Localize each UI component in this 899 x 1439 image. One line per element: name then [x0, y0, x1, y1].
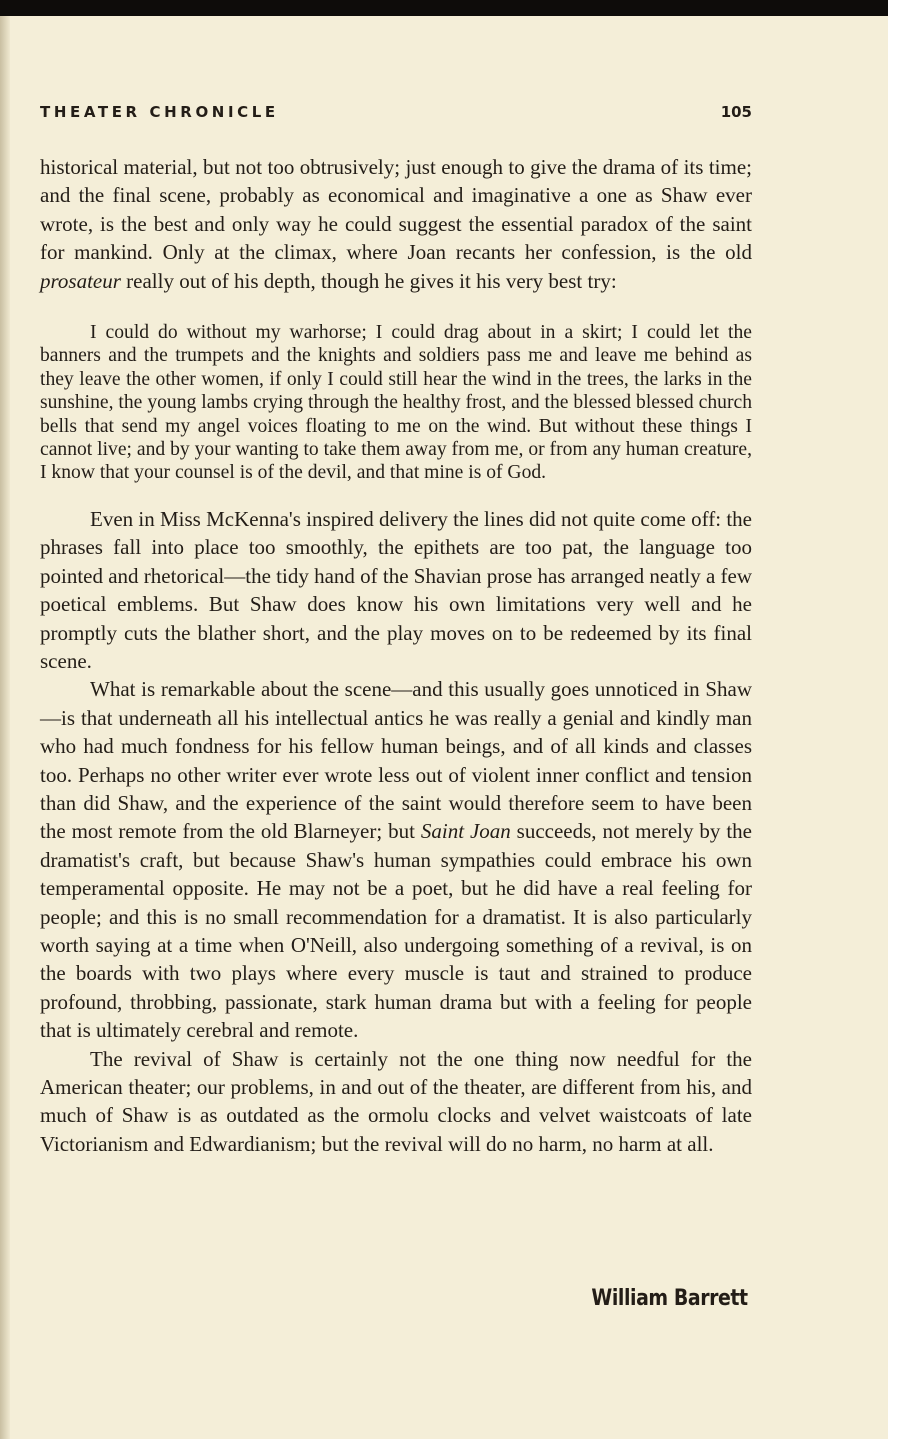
page-number: 105	[720, 103, 752, 121]
paragraph-3-text-b: succeeds, not merely by the dramatist's craft, but because Shaw's human sympathies could embrace his own temperamental opposite. He may not be a poet, but he did have a real feeling for people; and this is no small recommendation for a dramatist. It is also particularly worth saying at a time when O'Neill, also undergoing something of a revival, is on the boards with two plays where every muscle is taut and strained to produce profound, throbbing, passionate, stark human drama but with a feeling for people that is ultimately cerebral and remote.	[40, 819, 752, 1043]
paragraph-2: Even in Miss McKenna's inspired delivery the lines did not quite come off: the phrases fall into place too smoothly, the epithets are too pat, the language too pointed and rhetorical—the tidy hand of the Shavian prose has arranged neatly a few poetical emblems. But Shaw does know his own limitations very well and he promptly cuts the blather short, and the play moves on to be redeemed by its final scene.	[40, 506, 753, 673]
paragraph-3-text-a: What is remarkable about the scene—and this usually goes unnoticed in Shaw—is that underneath all his intellectual antics he was really a genial and kindly man who had much fondness for his fellow human beings, and of all kinds and classes too. Perhaps no other writer ever wrote less out of violent inner conflict and tension than did Shaw, and the experience of the saint would therefore seem to have been the most remote from the old Blarneyer; but	[40, 677, 752, 844]
paragraph-1-text-a: historical material, but not too obtrusively; just enough to give the drama of its time; and the final scene, probably as economical and imaginative a one as Shaw ever wrote, is the best and only way he could suggest the essential paradox of the saint for mankind. Only at the climax, where Joan recants her confession, is the old	[40, 155, 752, 265]
italic-saint-joan: Saint Joan	[420, 819, 511, 844]
paragraph-3	[40, 675, 752, 1044]
block-quote: I could do without my warhorse; I could drag about in a skirt; I could let the banners and the trumpets and the knights and soldiers pass me and leave me behind as they leave the other women, if only I could still hear the wind in the trees, the larks in the sunshine, the young lambs crying through the healthy frost, and the blessed blessed church bells that send my angel voices floating to me on the wind. But without these things I cannot live; and by your wanting to take them away from me, or from any human creature, I know that your counsel is of the devil, and that mine is of God.	[40, 322, 752, 484]
running-title: THEATER CHRONICLE	[40, 103, 279, 121]
paragraph-1-text-b: really out of his depth, though he gives it his very best try:	[120, 268, 617, 293]
paragraph-1	[40, 153, 752, 295]
page-gutter-shadow	[0, 16, 10, 1439]
paragraph-4: The revival of Shaw is certainly not the one thing now needful for the American theater; our problems, in and out of the theater, are different from his, and much of Shaw is as outdated as the ormolu clocks and velvet waistcoats of late Victorianism and Edwardianism; but the revival will do no harm, no harm at all.	[40, 1046, 752, 1156]
article-body	[40, 153, 752, 1158]
running-head	[40, 103, 752, 127]
italic-prosateur: prosateur	[40, 268, 121, 293]
author-signature: William Barrett	[591, 1286, 748, 1311]
scan-top-border	[0, 0, 888, 16]
scan-margin	[888, 0, 899, 1439]
